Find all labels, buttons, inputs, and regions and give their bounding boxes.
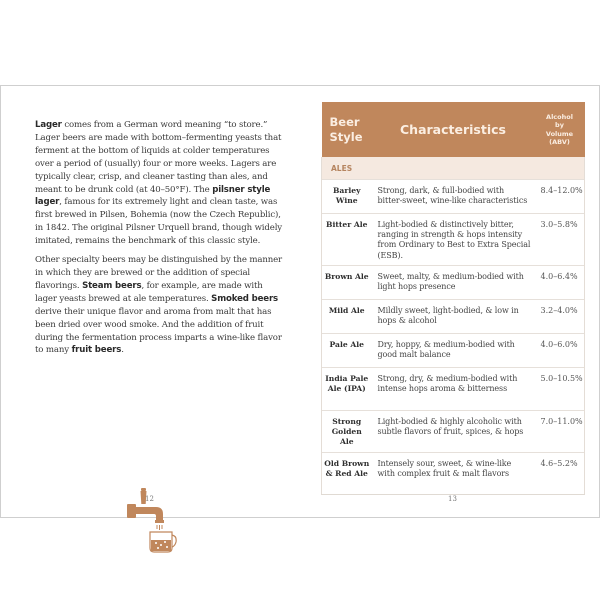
characteristics-cell: Intensely sour, sweet, & wine-like with complex fruit & malt flavors (372, 452, 535, 494)
beer-style-cell: India Pale Ale (IPA) (322, 367, 372, 410)
header-abv-line: Alcohol (546, 112, 573, 121)
left-page (1, 86, 301, 517)
abv-cell: 7.0–11.0% (535, 410, 585, 452)
characteristics-cell: Light-bodied & highly alcoholic with subtle flavors of fruit, spices, & hops (372, 410, 535, 452)
beer-style-cell: Pale Ale (322, 333, 372, 367)
beer-style-cell: Barley Wine (322, 180, 372, 214)
header-beer-style (322, 102, 372, 157)
right-page (301, 86, 599, 517)
beer-style-cell: Strong Golden Ale (322, 410, 372, 452)
table-row (322, 299, 585, 333)
beer-style-cell: Old Brown & Red Ale (322, 452, 372, 494)
table-row (322, 367, 585, 410)
header-text: Beer Style (329, 114, 363, 144)
characteristics-cell: Strong, dry, & medium-bodied with intense hops aroma & bitterness (372, 367, 535, 410)
header-abv-line: Volume (545, 129, 574, 138)
table-row (322, 452, 585, 494)
term-fruit-beers: fruit beers (71, 345, 122, 356)
table-row (322, 410, 585, 452)
table-row (322, 333, 585, 367)
term-smoked-beers: Smoked beers (211, 293, 279, 304)
text-span: comes from a German word meaning “to store.” Lager beers are made with bottom–fermenting yeasts that ferment at the bottom of liquids at colder temperatures over a period of (usually) four or more weeks. Lagers are typically clear, crisp, and cleaner tasting than ales, and meant to be drunk cold (at 40–50°F). The (35, 120, 282, 195)
characteristics-cell: Light-bodied & distinctively bitter, ranging in strength & hops intensity from Ordinary to Best to Extra Special (ESB). (372, 214, 535, 266)
term-pilsner: pilsner style lager (35, 184, 271, 208)
table-row (322, 265, 585, 299)
abv-cell: 5.0–10.5% (535, 367, 585, 410)
book-spread (0, 85, 600, 518)
header-abv-line: by (555, 121, 564, 129)
section-row (322, 157, 585, 180)
header-characteristics: Characteristics (372, 102, 535, 157)
table-row (322, 214, 585, 266)
page-number: 13 (448, 495, 457, 503)
text-span: Other specialty beers may be distinguished by the manner in which they are brewed or the addition of special flavorings. (35, 255, 283, 291)
page-number: 12 (145, 495, 154, 503)
characteristics-cell: Mildly sweet, light-bodied, & low in hops & alcohol (372, 299, 535, 333)
abv-cell: 4.0–6.4% (535, 265, 585, 299)
characteristics-cell: Dry, hoppy, & medium-bodied with good malt balance (372, 333, 535, 367)
beer-styles-table (321, 102, 585, 495)
abv-cell: 3.0–5.8% (535, 214, 585, 266)
text-span: derive their unique flavor and aroma from malt that has been dried over wood smoke. And the addition of fruit during the fermentation process imparts a wine-like flavor to many (35, 306, 282, 356)
text-span: , for example, are made with lager yeasts brewed at ale temperatures. (35, 280, 263, 304)
header-abv (535, 102, 585, 157)
beer-style-cell: Brown Ale (322, 265, 372, 299)
abv-cell: 4.0–6.0% (535, 333, 585, 367)
body-text (35, 119, 287, 363)
term-lager: Lager (35, 120, 62, 130)
text-span: . (121, 345, 124, 356)
section-label: ALES (322, 157, 585, 180)
abv-cell: 3.2–4.0% (535, 299, 585, 333)
table-header-row (322, 102, 585, 157)
table-row (322, 180, 585, 214)
beer-style-cell: Mild Ale (322, 299, 372, 333)
term-steam-beers: Steam beers (82, 280, 142, 291)
paragraph-lager (35, 119, 287, 248)
abv-cell: 8.4–12.0% (535, 180, 585, 214)
text-span: , famous for its extremely light and clean taste, was first brewed in Pilsen, Bohemia (now the Czech Republic), in 1842. The original Pilsner Urquell brand, though widely imitated, remains the benchmark of this classic style. (35, 197, 282, 247)
abv-cell: 4.6–5.2% (535, 452, 585, 494)
beer-style-cell: Bitter Ale (322, 214, 372, 266)
paragraph-specialty (35, 254, 287, 357)
characteristics-cell: Sweet, malty, & medium-bodied with light hops presence (372, 265, 535, 299)
characteristics-cell: Strong, dark, & full-bodied with bitter-sweet, wine-like characteristics (372, 180, 535, 214)
header-abv-line: (ABV) (549, 138, 570, 146)
